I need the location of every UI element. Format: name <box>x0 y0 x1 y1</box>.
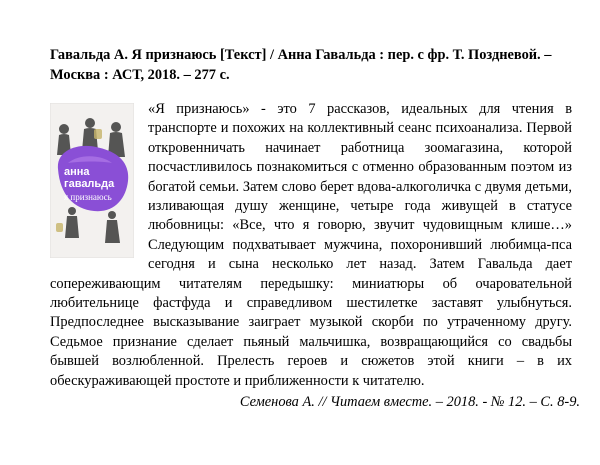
cover-title: я признаюсь <box>64 192 112 202</box>
review-article <box>50 100 572 391</box>
source-citation: Семенова А. // Читаем вместе. – 2018. - № 12. – С. 8-9. <box>239 394 580 410</box>
bibliographic-heading: Гавальда А. Я признаюсь [Текст] / Анна Гавальда : пер. с фр. Т. Поздневой. – Москва : АСТ, 2018. – 277 с. <box>50 47 552 83</box>
cover-author-line-1: анна <box>64 166 90 178</box>
book-cover-image <box>50 103 134 258</box>
cover-author-line-2: гавальда <box>64 178 115 190</box>
review-text: «Я признаюсь» - это 7 рассказов, идеальных для чтения в транспорте и похожих на коллективный сеанс психоанализа. Первой откровенничать начинает работница зоомагазина, которой посчастливилось познакомиться с отменно образованным поэтом из богатой семьи. Затем слово берет вдова-алкоголичка с двумя детьми, изливающая душу женщине, четыре года живущей в статусе любовницы: «Все, что я говорю, звучит чудовищным клише…» Следующим подхватывает мужчина, похоронивший любимца-пса сегодня и сына несколько лет назад. Затем Гавальда дает сопереживающим читателям передышку: миниатюры об очаровательной любительнице фастфуда и справедливом шестилетке заставят улыбнуться. Предпоследнее высказывание заиграет музыкой скорби по утраченному другу. Седьмое признание сделает пьяный мальчишка, возвращающийся со свадьбы бывшей возлюбленной. Прелесть героев и сюжетов этой книги – в их обескураживающей простоте и приближенности к читателю. <box>50 101 572 389</box>
